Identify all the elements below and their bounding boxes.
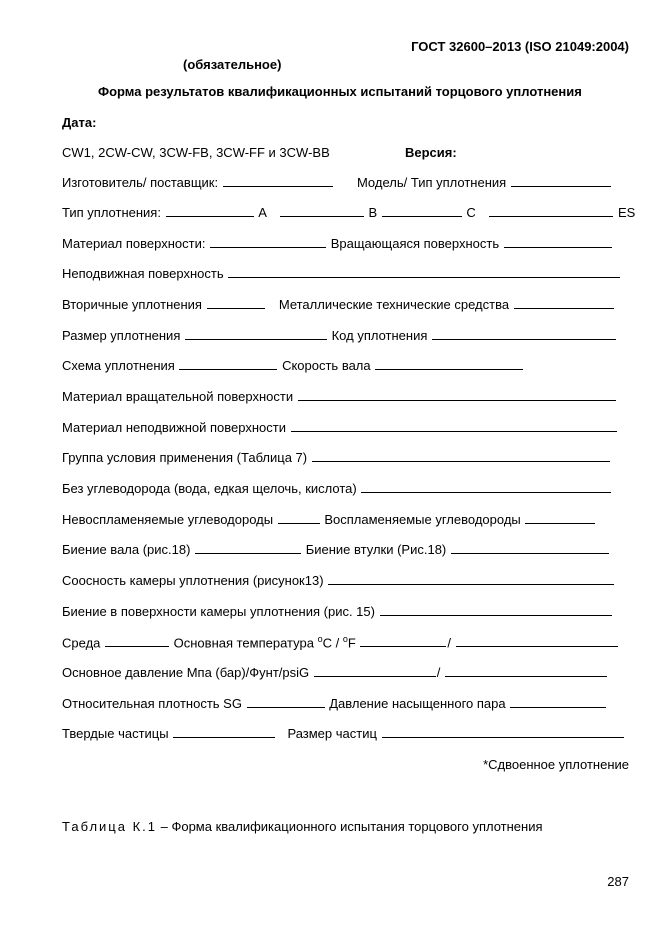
- rotating-face-label: Вращающаяся поверхность: [330, 236, 500, 251]
- base-temp-label: Основная температура: [173, 635, 318, 651]
- table-caption-text: – Форма квалификационного испытания торцового уплотнения: [157, 819, 543, 834]
- manufacturer-label: Изготовитель/ поставщик:: [62, 175, 219, 190]
- pressure-row: [62, 665, 608, 680]
- secondary-seals-label: Вторичные уплотнения: [62, 297, 202, 312]
- stationary-material-row: [62, 420, 618, 435]
- service-group-label: Группа условия применения (Таблица 7): [62, 450, 308, 465]
- hydrocarbons-row: [62, 512, 596, 527]
- base-pressure-field-2[interactable]: [445, 665, 607, 677]
- stationary-face-field[interactable]: [228, 266, 620, 278]
- secondary-seals-row: [62, 297, 615, 312]
- temp-slash: /: [447, 635, 452, 651]
- seal-type-field-c[interactable]: [382, 205, 462, 217]
- pressure-slash: /: [436, 665, 441, 680]
- table-caption-label: Таблица К.1: [62, 819, 157, 834]
- non-hydrocarbon-field[interactable]: [361, 481, 611, 493]
- annex-note: (обязательное): [183, 57, 282, 72]
- solids-label: Твердые частицы: [62, 726, 169, 741]
- base-pressure-field-1[interactable]: [314, 665, 436, 677]
- manufacturer-row: [62, 175, 612, 190]
- runout-row: [62, 542, 610, 557]
- types-row: [62, 145, 330, 160]
- seal-scheme-label: Схема уплотнения: [62, 358, 175, 373]
- seal-size-row: [62, 328, 617, 343]
- non-flammable-field[interactable]: [278, 512, 320, 524]
- flammable-field[interactable]: [525, 512, 595, 524]
- vapor-pressure-label: Давление насыщенного пара: [329, 696, 506, 711]
- degree-c-mark: o: [317, 634, 323, 644]
- rotating-material-label: Материал вращательной поверхности: [62, 389, 294, 404]
- seal-type-field-es[interactable]: [489, 205, 613, 217]
- flammable-label: Воспламеняемые углеводороды: [324, 512, 521, 527]
- specific-gravity-row: [62, 696, 607, 711]
- solids-field[interactable]: [173, 726, 275, 738]
- table-caption: [62, 819, 543, 834]
- sleeve-runout-field[interactable]: [451, 542, 609, 554]
- chamber-concentricity-label: Соосность камеры уплотнения (рисунок13): [62, 573, 324, 588]
- seal-type-field-b[interactable]: [280, 205, 364, 217]
- particle-size-label: Размер частиц: [287, 726, 377, 741]
- seal-size-label: Размер уплотнения: [62, 328, 181, 343]
- non-hydrocarbon-row: [62, 481, 612, 496]
- seal-code-label: Код уплотнения: [331, 328, 428, 343]
- secondary-seals-field[interactable]: [207, 297, 265, 309]
- rotating-material-row: [62, 389, 617, 404]
- seal-scheme-field[interactable]: [179, 362, 277, 370]
- rotating-face-field[interactable]: [504, 236, 612, 248]
- shaft-runout-field[interactable]: [195, 542, 301, 554]
- vapor-pressure-field[interactable]: [510, 696, 606, 708]
- form-title: Форма результатов квалификационных испытаний торцового уплотнения: [98, 84, 582, 99]
- chamber-face-row: [62, 604, 613, 619]
- chamber-face-runout-label: Биение в поверхности камеры уплотнения (рис. 15): [62, 604, 375, 619]
- rotating-material-field[interactable]: [298, 389, 616, 401]
- medium-label: Среда: [62, 635, 101, 651]
- dual-seal-note: *Сдвоенное уплотнение: [483, 757, 629, 772]
- non-flammable-label: Невоспламеняемые углеводороды: [62, 512, 274, 527]
- seal-type-b: B: [368, 205, 378, 220]
- particle-size-field[interactable]: [382, 726, 624, 738]
- service-group-field[interactable]: [312, 450, 610, 462]
- medium-row: [62, 634, 619, 650]
- solids-row: [62, 726, 625, 741]
- seal-size-field[interactable]: [185, 328, 327, 340]
- seal-type-field-a[interactable]: [166, 205, 254, 217]
- seal-type-row: [62, 205, 635, 220]
- specific-gravity-label: Относительная плотность SG: [62, 696, 242, 711]
- face-material-field[interactable]: [210, 236, 326, 248]
- model-field[interactable]: [511, 175, 611, 187]
- base-pressure-label: Основное давление Мпа (бар)/Фунт/psiG: [62, 665, 310, 680]
- stationary-face-row: [62, 266, 621, 281]
- stationary-face-label: Неподвижная поверхность: [62, 266, 224, 281]
- stationary-material-label: Материал неподвижной поверхности: [62, 420, 286, 435]
- seal-type-label: Тип уплотнения:: [62, 205, 161, 220]
- chamber-concentricity-field[interactable]: [328, 573, 614, 585]
- shaft-speed-field[interactable]: [375, 362, 523, 370]
- service-group-row: [62, 450, 611, 465]
- seal-type-c: C: [466, 205, 476, 220]
- standard-number: ГОСТ 32600–2013 (ISO 21049:2004): [411, 39, 629, 54]
- sleeve-runout-label: Биение втулки (Рис.18): [305, 542, 447, 557]
- manufacturer-field[interactable]: [223, 175, 333, 187]
- model-label: Модель/ Тип уплотнения: [356, 175, 507, 190]
- base-temp-c-field[interactable]: [360, 635, 446, 647]
- version-label: Версия:: [405, 145, 457, 160]
- degree-f-mark: o: [342, 634, 348, 644]
- medium-field[interactable]: [105, 635, 169, 647]
- shaft-runout-label: Биение вала (рис.18): [62, 542, 191, 557]
- seal-code-field[interactable]: [432, 328, 616, 340]
- chamber-face-runout-field[interactable]: [380, 604, 612, 616]
- seal-scheme-row: [62, 358, 524, 373]
- seal-type-a: A: [258, 205, 267, 220]
- base-temp-f-field[interactable]: [456, 635, 618, 647]
- non-hydrocarbon-label: Без углеводорода (вода, едкая щелочь, кислота): [62, 481, 357, 496]
- face-material-row: [62, 236, 613, 251]
- base-temp-c: C /: [322, 635, 343, 651]
- metal-hardware-label: Металлические технические средства: [278, 297, 510, 312]
- date-label: Дата:: [62, 115, 97, 130]
- types-label: CW1, 2CW-CW, 3CW-FB, 3CW-FF и 3CW-BB: [62, 145, 330, 160]
- base-temp-f: F: [347, 635, 356, 651]
- page-number: 287: [607, 874, 629, 889]
- face-material-label: Материал поверхности:: [62, 236, 206, 251]
- specific-gravity-field[interactable]: [247, 696, 325, 708]
- stationary-material-field[interactable]: [291, 420, 617, 432]
- metal-hardware-field[interactable]: [514, 297, 614, 309]
- concentricity-row: [62, 573, 615, 588]
- shaft-speed-label: Скорость вала: [282, 358, 371, 373]
- seal-type-es: ES: [618, 205, 636, 220]
